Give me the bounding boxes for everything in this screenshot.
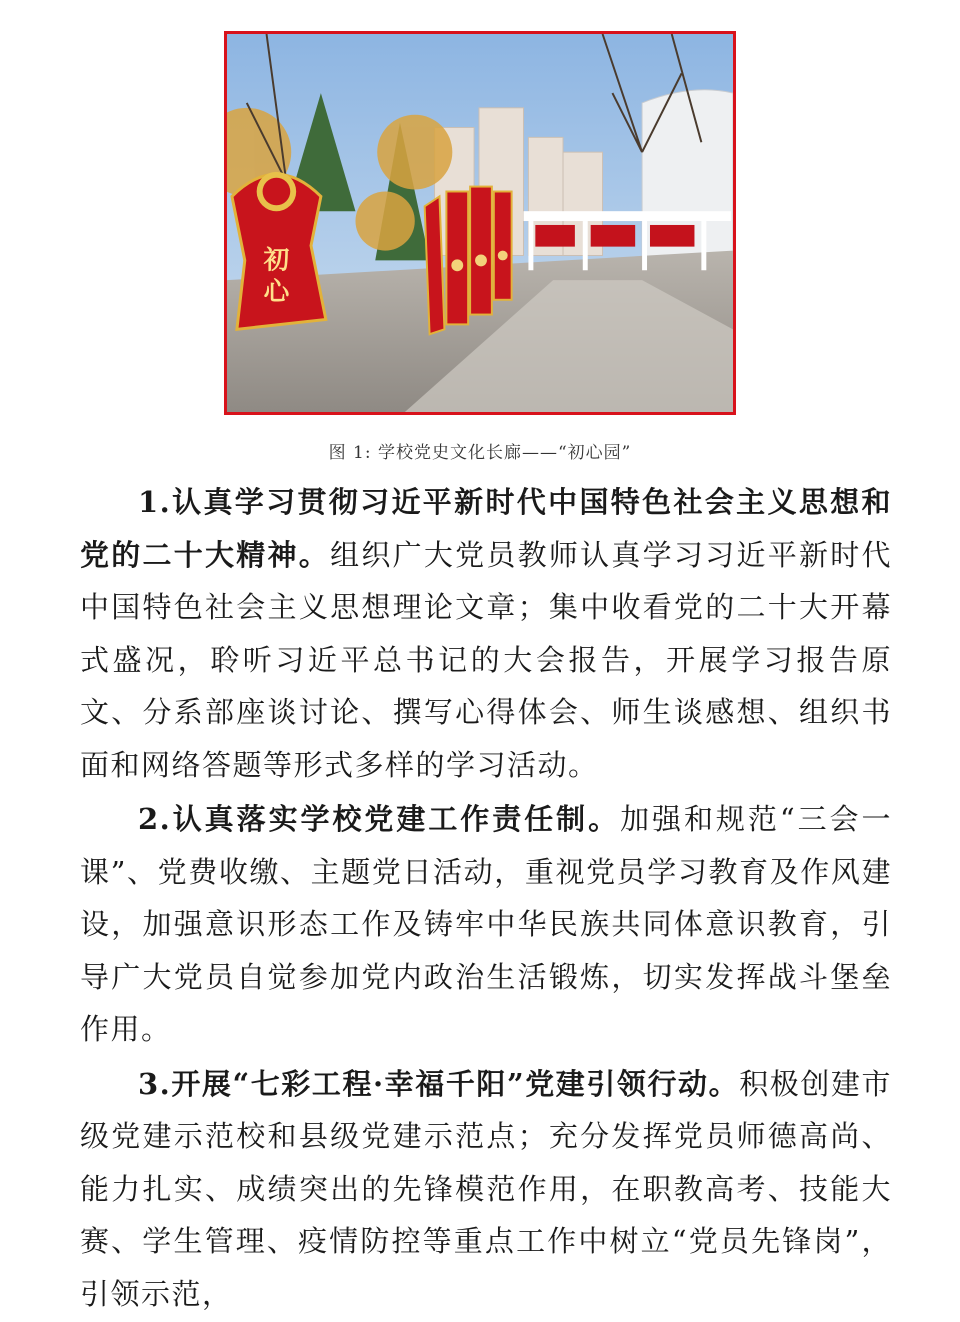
paragraph-2-text: 加强和规范“三会一课”、党费收缴、主题党日活动，重视党员学习教育及作风建设，加强意识形态工作及铸牢中华民族共同体意识教育，引导广大党员自觉参加党内政治生活锻炼，切实发挥战斗堡垒作用。 xyxy=(80,802,893,1046)
paragraph-3-text: 积极创建市级党建示范校和县级党建示范点；充分发挥党员师德高尚、能力扎实、成绩突出的先锋模范作用，在职教高考、技能大赛、学生管理、疫情防控等重点工作中树立“党员先锋岗”，引领示范， xyxy=(80,1066,892,1311)
paragraph-1-text: 组织广大党员教师认真学习习近平新时代中国特色社会主义思想理论文章；集中收看党的二十大开幕式盛况，聆听习近平总书记的大会报告，开展学习报告原文、分系部座谈讨论、撰写心得体会、师生谈感想、组织书面和网络答题等形式多样的学习活动。 xyxy=(80,537,892,782)
paragraph-1-heading: 1.认真学习贯彻习近平新时代中国特色社会主义思想和党的二十大精神。 xyxy=(80,485,892,572)
culture-corridor-photo xyxy=(227,34,733,412)
photo-frame xyxy=(224,31,736,415)
paragraph-3 xyxy=(80,1058,892,1321)
paragraph-2 xyxy=(80,793,892,1056)
photo-label-chuxin-1: 初 xyxy=(263,245,290,276)
figure-caption: 图 1: 学校党史文化长廊——“初心园” xyxy=(328,443,632,463)
document-body xyxy=(80,476,892,1322)
paragraph-3-heading: 3.开展“七彩工程·幸福千阳”党建引领行动。 xyxy=(138,1066,740,1101)
paragraph-2-heading: 2.认真落实学校党建工作责任制。 xyxy=(138,802,621,836)
photo-label-chuxin-2: 心 xyxy=(263,276,290,307)
paragraph-1 xyxy=(80,476,892,791)
